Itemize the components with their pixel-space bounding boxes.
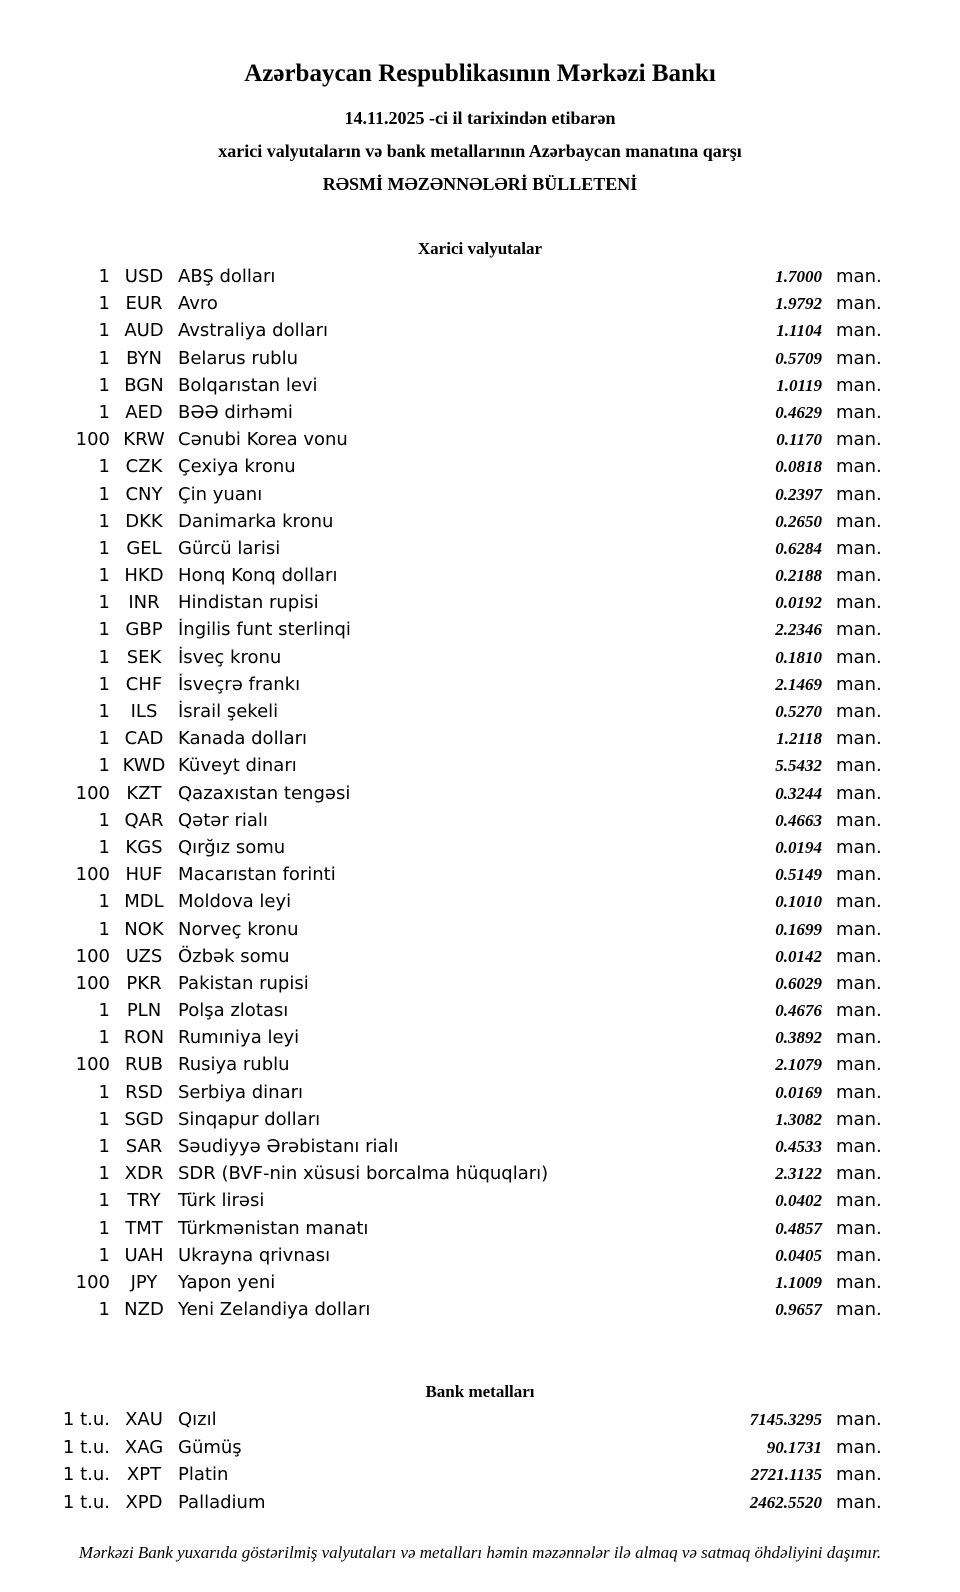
rate-value: 0.2650 [775,511,822,531]
currency-name: Moldova leyi [178,891,292,913]
unit-label: man. [836,1000,882,1022]
rate-row [0,698,912,725]
rate-value: 0.2188 [775,566,822,586]
page-title: Azərbaycan Respublikasının Mərkəzi Bankı [244,60,716,87]
rate-row [0,1106,912,1133]
quantity: 100 [75,1271,110,1293]
subtitle-line: xarici valyutaların və bank metallarının Azərbaycan manatına qarşı [218,141,742,161]
currency-code: CNY [125,483,163,505]
currency-name: Rusiya rublu [178,1054,290,1076]
currency-name: Palladium [178,1491,266,1513]
quantity: 1 [98,1108,110,1130]
rate-row [0,1133,912,1160]
rate-value: 1.3082 [775,1109,822,1129]
currency-code: NOK [124,918,164,940]
unit-label: man. [836,673,882,695]
unit-label: man. [836,456,882,478]
currency-name: Honq Konq dolları [178,565,338,587]
currency-code: HUF [125,864,163,886]
rate-row [0,1079,912,1106]
unit-label: man. [836,619,882,641]
rate-row [0,1406,912,1434]
rate-row [0,725,912,752]
currency-code: HKD [124,565,164,587]
rate-value: 0.5709 [775,348,822,368]
currency-name: Danimarka kronu [178,510,334,532]
quantity: 1 [98,510,110,532]
currency-name: Qızıl [178,1409,217,1431]
currency-name: İsveçrə frankı [178,673,301,695]
currency-name: Səudiyyə Ərəbistanı rialı [178,1136,399,1157]
quantity: 1 [98,1217,110,1239]
currency-name: İsveç kronu [178,646,282,668]
quantity: 1 [98,1163,110,1185]
quantity: 100 [75,429,110,451]
unit-label: man. [836,537,882,559]
currency-name: Küveyt dinarı [178,755,297,777]
rate-value: 0.5270 [775,702,822,721]
quantity: 1 t.u. [62,1491,110,1513]
currency-code: RSD [125,1081,163,1103]
currency-name: Macarıstan forinti [178,864,336,886]
rate-row [0,535,912,562]
rate-row [0,263,912,290]
rate-value: 2721.1135 [750,1465,822,1485]
currency-code: KRW [123,429,165,451]
currency-code: GEL [126,537,162,559]
rate-value: 0.5149 [775,865,822,885]
unit-label: man. [836,293,882,315]
currency-code: DKK [125,510,163,532]
rate-row [0,644,912,671]
rate-value: 0.4663 [775,810,822,830]
currency-name: Çin yuanı [178,483,263,505]
rate-value: 2.1079 [775,1055,822,1075]
currency-name: Çexiya kronu [178,456,296,478]
quantity: 1 [98,728,110,750]
currency-name: Qazaxıstan tengəsi [178,782,351,804]
effective-date-line: 14.11.2025 -ci il tarixindən etibarən [344,108,616,128]
unit-label: man. [836,836,882,858]
quantity: 1 [98,347,110,369]
rate-row [0,1160,912,1187]
currency-name: Platin [178,1464,229,1486]
currency-name: SDR (BVF-nin xüsusi borcalma hüquqları) [178,1163,549,1185]
quantity: 1 [98,565,110,587]
currency-code: JPY [130,1271,158,1293]
quantity: 1 [98,320,110,342]
rate-row [0,671,912,698]
currency-code: GBP [125,619,163,641]
currency-code: BGN [124,374,164,396]
rate-row [0,888,912,915]
rate-value: 0.4533 [775,1137,822,1156]
unit-label: man. [836,728,882,750]
currency-name: Rumıniya leyi [178,1027,300,1049]
currency-name: İngilis funt sterlinqi [178,619,351,641]
currency-name: Avro [178,293,218,315]
currency-code: UZS [125,945,163,967]
currency-code: USD [124,266,164,287]
currency-name: Kanada dolları [178,728,308,750]
unit-label: man. [836,483,882,505]
unit-label: man. [836,809,882,831]
currency-name: Türkmənistan manatı [178,1217,369,1239]
quantity: 1 [98,592,110,614]
currency-name: Bolqarıstan levi [178,374,318,396]
rate-value: 0.4857 [775,1218,822,1238]
quantity: 1 [98,891,110,913]
currency-code: PKR [126,972,162,994]
unit-label: man. [836,782,882,804]
currency-code: XPD [125,1491,163,1513]
currency-name: ABŞ dolları [178,266,276,287]
currency-code: CAD [124,728,164,750]
unit-label: man. [836,1436,882,1458]
currency-code: UAH [124,1244,164,1266]
quantity: 1 t.u. [62,1409,110,1431]
rate-value: 1.0119 [776,375,822,395]
currency-name: İsrail şekeli [178,701,279,722]
currency-code: NZD [124,1299,164,1321]
currency-code: XDR [124,1163,164,1185]
quantity: 1 [98,1027,110,1049]
currency-code: CHF [125,673,163,695]
rate-value: 0.1170 [776,430,822,450]
unit-label: man. [836,1409,882,1431]
unit-label: man. [836,510,882,532]
rate-value: 2462.5520 [749,1492,822,1512]
currency-name: Qətər rialı [178,809,268,831]
unit-label: man. [836,1163,882,1185]
rate-row [0,807,912,834]
currency-name: Gümüş [178,1436,242,1458]
quantity: 1 [98,401,110,423]
rate-row [0,1242,912,1269]
rate-value: 0.4676 [775,1001,822,1021]
currency-code: EUR [125,293,163,315]
rate-value: 0.0192 [775,593,822,613]
metals-section-heading: Bank metalları [425,1382,535,1402]
rate-row [0,426,912,453]
rate-value: 1.9792 [775,294,822,314]
currency-name: Türk lirəsi [178,1190,265,1212]
rate-value: 0.2397 [775,484,822,504]
rate-value: 0.0405 [775,1245,822,1265]
currency-name: Gürcü larisi [178,537,281,559]
rate-value: 1.1009 [775,1272,822,1292]
currency-code: SAR [125,1136,163,1157]
quantity: 1 [98,1190,110,1212]
rate-value: 0.1699 [775,919,822,939]
rate-value: 0.0169 [775,1082,822,1102]
unit-label: man. [836,347,882,369]
rate-row [0,616,912,643]
unit-label: man. [836,401,882,423]
quantity: 1 [98,673,110,695]
currency-name: Norveç kronu [178,918,299,940]
rate-value: 0.1010 [775,892,822,912]
quantity: 1 [98,701,110,722]
rate-value: 0.9657 [775,1300,822,1320]
rate-row [0,562,912,589]
unit-label: man. [836,945,882,967]
quantity: 1 [98,755,110,777]
unit-label: man. [836,755,882,777]
unit-label: man. [836,266,882,287]
quantity: 1 t.u. [62,1436,110,1458]
quantity: 1 [98,809,110,831]
quantity: 100 [75,782,110,804]
rate-row [0,861,912,888]
rate-value: 0.3244 [775,783,822,803]
currency-code: KZT [126,782,162,804]
quantity: 1 [98,918,110,940]
unit-label: man. [836,1190,882,1212]
currency-code: RON [123,1027,165,1049]
rate-value: 2.1469 [775,674,822,694]
currency-name: Polşa zlotası [178,1000,289,1022]
unit-label: man. [836,701,882,722]
currency-code: AUD [124,320,164,342]
rate-row [0,399,912,426]
currency-name: Avstraliya dolları [178,320,329,342]
rate-row [0,1296,912,1323]
currency-name: Pakistan rupisi [178,972,309,994]
unit-label: man. [836,1217,882,1239]
quantity: 1 [98,619,110,641]
rate-value: 1.2118 [776,729,822,749]
rate-row [0,1024,912,1051]
currency-name: Hindistan rupisi [178,592,319,614]
rate-value: 0.1810 [775,647,822,667]
rate-value: 2.3122 [775,1164,822,1184]
rate-value: 0.4629 [775,402,822,422]
unit-label: man. [836,1136,882,1157]
rate-value: 1.7000 [775,267,822,286]
rate-row [0,916,912,943]
rate-row [0,943,912,970]
currency-code: RUB [124,1054,164,1076]
currency-name: Qırğız somu [178,836,286,858]
rate-value: 0.0402 [775,1191,822,1211]
unit-label: man. [836,1027,882,1049]
unit-label: man. [836,864,882,886]
footer-note: Mərkəzi Bank yuxarıda göstərilmiş valyutaları və metalları həmin məzənnələr ilə almaq və satmaq öhdəliyini daşımır. [78,1543,882,1563]
quantity: 100 [75,864,110,886]
unit-label: man. [836,918,882,940]
rate-row [0,372,912,399]
rate-value: 7145.3295 [749,1410,822,1430]
quantity: 1 [98,456,110,478]
rate-value: 0.6029 [775,973,822,993]
currency-code: INR [128,592,160,614]
rate-row [0,508,912,535]
unit-label: man. [836,972,882,994]
currency-code: XPT [126,1464,162,1486]
currency-code: QAR [124,809,164,831]
currency-name: Yeni Zelandiya dolları [178,1299,371,1321]
unit-label: man. [836,374,882,396]
rate-row [0,752,912,779]
rate-row [0,1187,912,1214]
currency-name: Belarus rublu [178,347,299,369]
rate-value: 0.0142 [775,946,822,966]
currencies-table [0,263,912,1323]
unit-label: man. [836,1108,882,1130]
rate-row [0,453,912,480]
rate-row [0,1489,912,1517]
currency-code: XAU [125,1409,163,1431]
unit-label: man. [836,646,882,668]
currency-code: ILS [130,701,158,722]
rate-row [0,970,912,997]
currency-code: PLN [126,1000,162,1022]
currency-name: Yapon yeni [178,1271,276,1293]
rate-value: 90.1731 [766,1437,822,1457]
rate-value: 5.5432 [775,756,822,776]
unit-label: man. [836,320,882,342]
currency-code: KWD [122,755,166,777]
currency-name: Özbək somu [178,945,290,967]
quantity: 1 [98,293,110,315]
rate-row [0,997,912,1024]
rate-row [0,589,912,616]
rate-row [0,481,912,508]
currency-code: CZK [125,456,163,478]
quantity: 1 [98,537,110,559]
unit-label: man. [836,592,882,614]
quantity: 1 [98,646,110,668]
rate-value: 2.2346 [775,620,822,640]
rate-row [0,780,912,807]
currency-name: Cənubi Korea vonu [178,429,348,451]
currency-code: TMT [125,1217,163,1239]
rate-row [0,834,912,861]
unit-label: man. [836,1081,882,1103]
rate-row [0,1461,912,1489]
unit-label: man. [836,1491,882,1513]
currency-name: Sinqapur dolları [178,1108,321,1130]
quantity: 1 [98,1081,110,1103]
currency-code: BYN [126,347,162,369]
rate-row [0,317,912,344]
quantity: 1 [98,374,110,396]
currency-code: TRY [127,1190,161,1212]
unit-label: man. [836,565,882,587]
quantity: 1 t.u. [62,1464,110,1486]
currency-code: KGS [125,836,163,858]
rate-value: 0.0818 [775,457,822,477]
quantity: 1 [98,266,110,287]
unit-label: man. [836,1054,882,1076]
currency-name: Serbiya dinarı [178,1081,303,1103]
rate-value: 0.6284 [775,538,822,558]
currency-code: MDL [124,891,164,913]
unit-label: man. [836,1244,882,1266]
quantity: 100 [75,945,110,967]
unit-label: man. [836,429,882,451]
unit-label: man. [836,1299,882,1321]
rate-row [0,1215,912,1242]
rate-row [0,290,912,317]
currency-name: Ukrayna qrivnası [178,1244,331,1266]
quantity: 1 [98,836,110,858]
rate-value: 0.3892 [775,1028,822,1048]
quantity: 1 [98,1244,110,1266]
currency-code: SGD [124,1108,164,1130]
currency-code: XAG [124,1436,164,1458]
currency-name: BƏƏ dirhəmi [178,401,293,423]
quantity: 100 [75,1054,110,1076]
rate-row [0,345,912,372]
quantity: 1 [98,1299,110,1321]
unit-label: man. [836,1464,882,1486]
quantity: 1 [98,1000,110,1022]
rate-row [0,1051,912,1078]
currencies-section-heading: Xarici valyutalar [417,239,543,258]
rate-row [0,1269,912,1296]
rate-value: 1.1104 [776,321,822,341]
metals-table [0,1406,912,1516]
unit-label: man. [836,891,882,913]
quantity: 100 [75,972,110,994]
quantity: 1 [98,1136,110,1157]
rate-value: 0.0194 [775,837,822,857]
currency-code: AED [125,401,163,423]
rate-row [0,1434,912,1462]
bulletin-title-line: RƏSMİ MƏZƏNNƏLƏRİ BÜLLETENİ [322,174,638,194]
currency-code: SEK [126,646,162,668]
unit-label: man. [836,1271,882,1293]
quantity: 1 [98,483,110,505]
